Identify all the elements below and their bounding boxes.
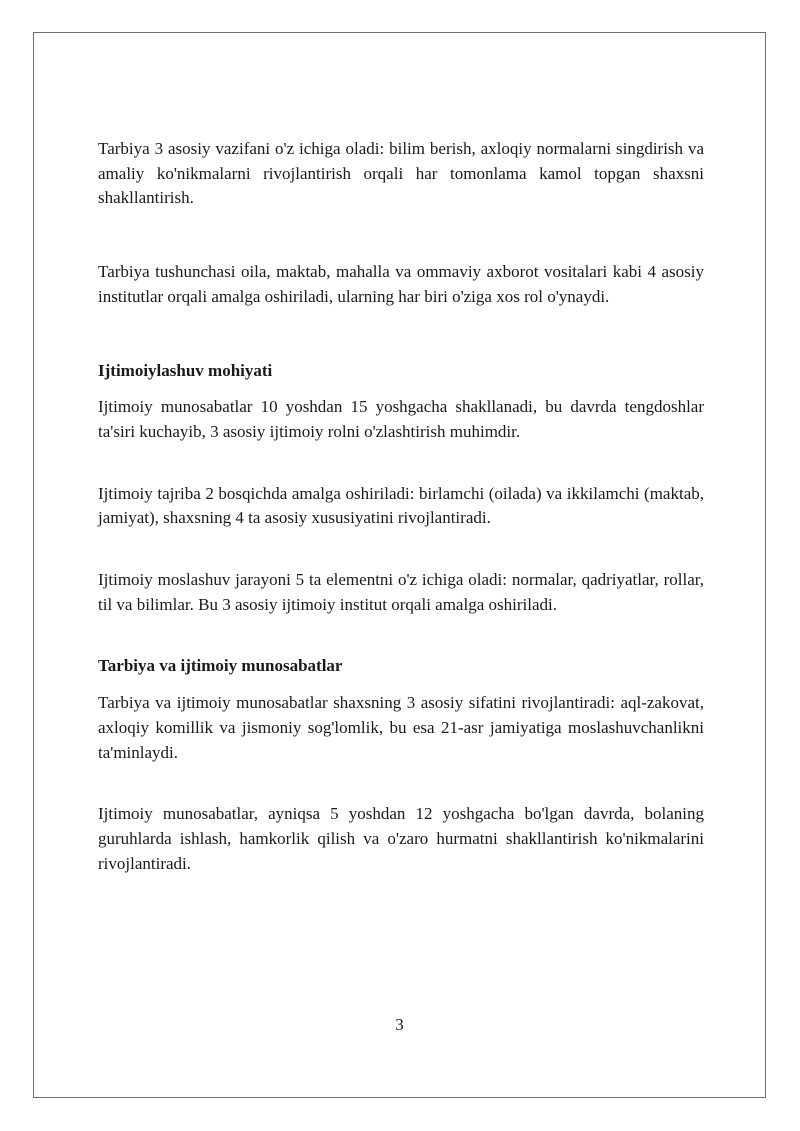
document-page [33, 32, 766, 1098]
paragraph: Ijtimoiy tajriba 2 bosqichda amalga oshiriladi: birlamchi (oilada) va ikkilamchi (maktab, jamiyat), shaxsning 4 ta asosiy xususiyatini rivojlantiradi. [98, 483, 704, 528]
section-heading: Tarbiya va ijtimoiy munosabatlar [98, 656, 343, 676]
page-number: 3 [395, 1015, 404, 1034]
paragraph: Tarbiya va ijtimoiy munosabatlar shaxsning 3 asosiy sifatini rivojlantiradi: aql-zakovat, axloqiy komillik va jismoniy sog'lomlik, bu esa 21-asr jamiyatiga moslashuvchanlikni ta'minlaydi. [98, 693, 704, 762]
paragraph: Tarbiya tushunchasi oila, maktab, mahalla va ommaviy axborot vositalari kabi 4 asosiy institutlar orqali amalga oshiriladi, ularning har biri o'ziga xos rol o'ynaydi. [98, 262, 704, 306]
paragraph: Ijtimoiy munosabatlar 10 yoshdan 15 yoshgacha shakllanadi, bu davrda tengdoshlar ta'siri kuchayib, 3 asosiy ijtimoiy rolni o'zlashtirish muhimdir. [98, 397, 704, 441]
section-heading: Ijtimoiylashuv mohiyati [98, 360, 273, 380]
paragraph: Ijtimoiy munosabatlar, ayniqsa 5 yoshdan 12 yoshgacha bo'lgan davrda, bolaning guruhlarda ishlash, hamkorlik qilish va o'zaro hurmatni shakllantirish ko'nikmalarini rivojlantiradi. [98, 804, 704, 873]
paragraph: Ijtimoiy moslashuv jarayoni 5 ta elementni o'z ichiga oladi: normalar, qadriyatlar, rollar, til va bilimlar. Bu 3 asosiy ijtimoiy institut orqali amalga oshiriladi. [98, 570, 704, 614]
paragraph: Tarbiya 3 asosiy vazifani o'z ichiga oladi: bilim berish, axloqiy normalarni singdirish va amaliy ko'nikmalarni rivojlantirish orqali har tomonlama kamol topgan shaxsni shakllantirish. [98, 139, 704, 208]
page-content [98, 137, 704, 876]
